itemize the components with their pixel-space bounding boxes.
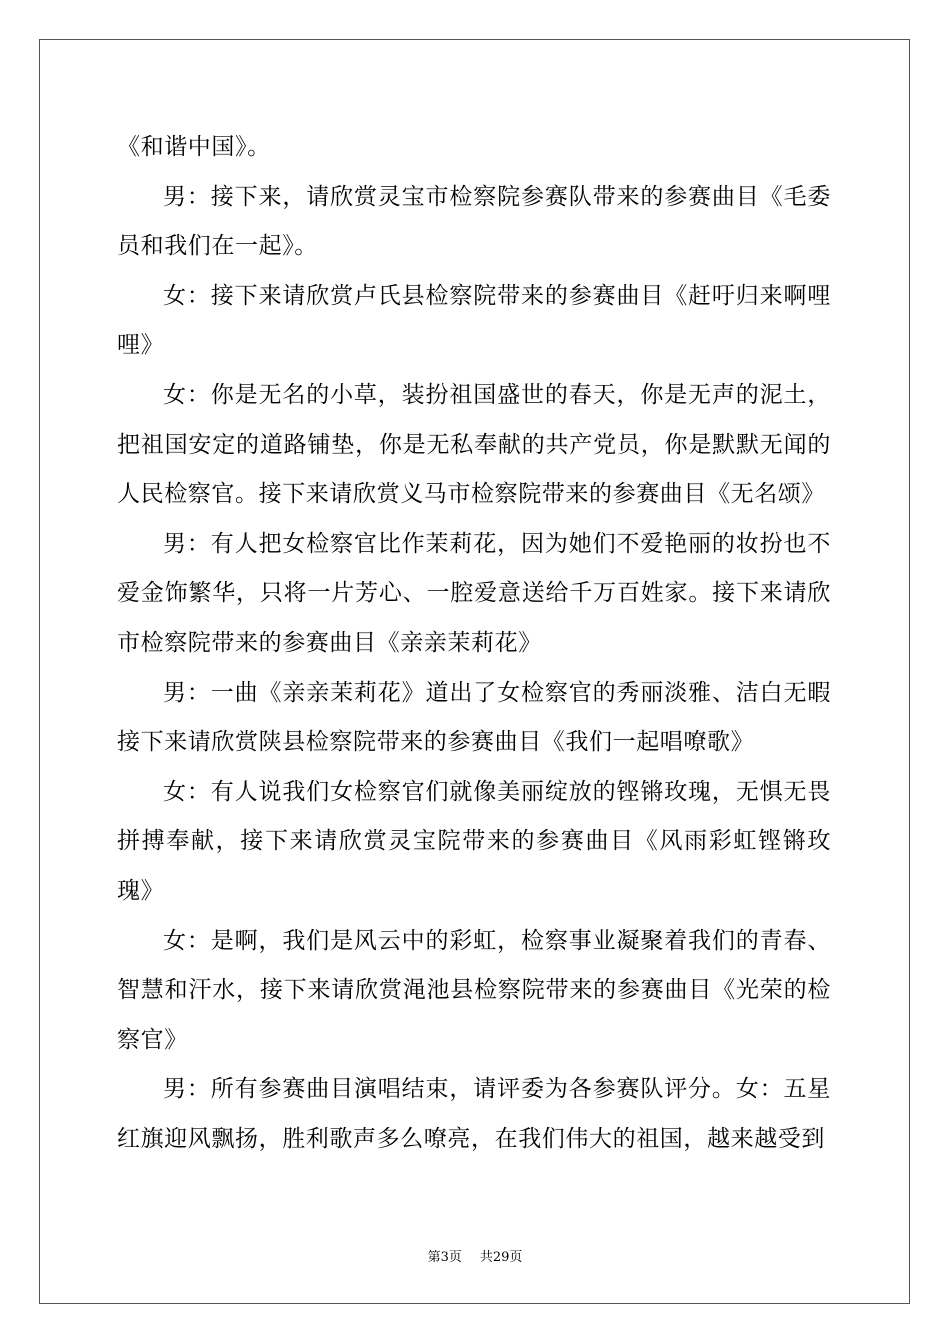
page-total: 共29页 bbox=[479, 1250, 523, 1265]
document-body bbox=[117, 123, 831, 1164]
paragraph-9: 男：所有参赛曲目演唱结束，请评委为各参赛队评分。女：五星红旗迎风飘扬，胜利歌声多么嘹亮，在我们伟大的祖国，越来越受到 bbox=[117, 1076, 831, 1152]
paragraph-3: 女：接下来请欣赏卢氏县检察院带来的参赛曲目《赶吁归来啊哩哩》 bbox=[117, 282, 831, 359]
paragraph-7: 女：有人说我们女检察官们就像美丽绽放的铿锵玫瑰，无惧无畏拼搏奉献，接下来请欣赏灵宝院带来的参赛曲目《风雨彩虹铿锵玫瑰》 bbox=[117, 778, 831, 904]
paragraph-1: 《和谐中国》。 bbox=[117, 134, 271, 160]
paragraph-4: 女：你是无名的小草，装扮祖国盛世的春天，你是无声的泥土，把祖国安定的道路铺垫，你是无私奉献的共产党员，你是默默无闻的人民检察官。接下来请欣赏义马市检察院带来的参赛曲目《无名颂》 bbox=[117, 381, 831, 508]
paragraph-5: 男：有人把女检察官比作茉莉花，因为她们不爱艳丽的妆扮也不爱金饰繁华，只将一片芳心、一腔爱意送给千万百姓家。接下来请欣市检察院带来的参赛曲目《亲亲茉莉花》 bbox=[117, 530, 831, 656]
paragraph-6: 男：一曲《亲亲茉莉花》道出了女检察官的秀丽淡雅、洁白无暇接下来请欣赏陕县检察院带来的参赛曲目《我们一起唱嘹歌》 bbox=[117, 679, 831, 756]
paragraph-8: 女：是啊，我们是风云中的彩虹，检察事业凝聚着我们的青春、智慧和汗水，接下来请欣赏渑池县检察院带来的参赛曲目《光荣的检察官》 bbox=[117, 927, 831, 1053]
page-number: 第3页 bbox=[427, 1250, 462, 1265]
page-footer bbox=[0, 1246, 950, 1265]
paragraph-2: 男：接下来，请欣赏灵宝市检察院参赛队带来的参赛曲目《毛委员和我们在一起》。 bbox=[117, 183, 831, 260]
